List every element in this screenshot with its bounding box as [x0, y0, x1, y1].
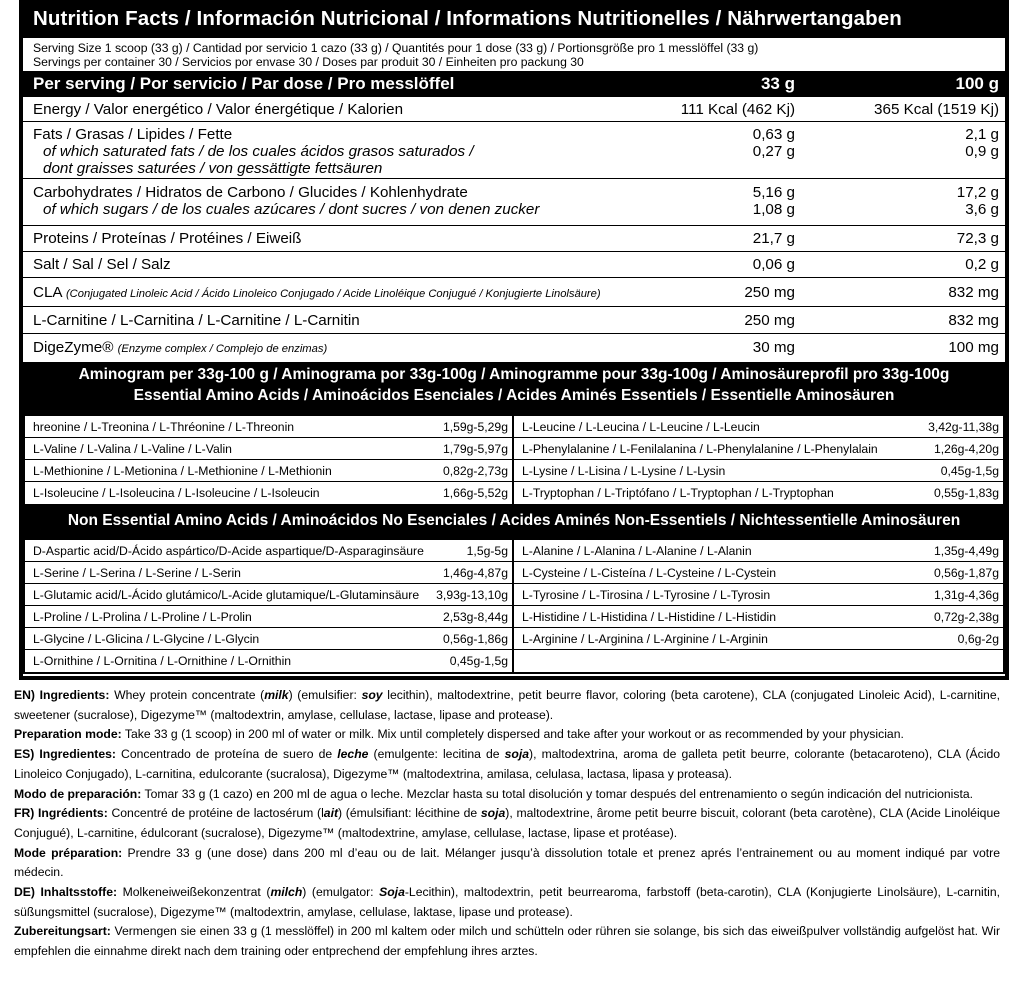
- amino-row: [514, 540, 1003, 562]
- ingredients-de: [14, 883, 1000, 922]
- digezyme-note: (Enzyme complex / Complejo de enzimas): [117, 343, 328, 355]
- amino-row: [514, 482, 1003, 504]
- essential-amino-title: Essential Amino Acids / Aminoácidos Esenciales / Acides Aminés Essentiels / Essentielle Aminosäuren: [133, 387, 895, 404]
- amino-value: 0,56g-1,87g: [933, 565, 999, 580]
- ingredients-es-text-3: ), maltodextrina, aroma de galleta petit beurre, colorante (betacaroteno), CLA (Ácido Linoleico Conjugado), L-carnitina, edulcorante (sucralosa), Digezyme™ (maltodextrina, amilasa, celulasa, lactasa, lipasa y proteasa).: [14, 747, 1000, 781]
- ingredients-de-text: Molkeneiweißekonzentrat (: [117, 885, 271, 900]
- amino-value: 0,82g-2,73g: [442, 463, 508, 478]
- amino-row: [25, 460, 512, 482]
- amino-row: [25, 628, 512, 650]
- amino-value: 3,42g-11,38g: [928, 419, 999, 434]
- fats-value-serving: 0,63 g: [752, 126, 795, 143]
- preparation-es: [14, 785, 1000, 805]
- preparation-fr-text: Prendre 33 g (une dose) dans 200 ml d’eau ou de lait. Mélanger jusqu’à dissolution totale et prenez aprés l’entrainement ou au moment indiqué par votre médecin.: [14, 845, 1000, 880]
- preparation-es-text: Tomar 33 g (1 cazo) en 200 ml de agua o leche. Mezclar hasta su total disolución y tomar después del entrenamiento o según indicación del nutricionista.: [141, 786, 974, 801]
- allergen-milk: milk: [264, 688, 289, 702]
- allergen-milch: milch: [270, 885, 303, 900]
- ingredients-es-heading: ES) Ingredientes:: [14, 747, 116, 762]
- proteins-row: [23, 226, 1005, 252]
- nonessential-amino-title: Non Essential Amino Acids / Aminoácidos No Esenciales / Acides Aminés Non-Essentiels / Nichtessentielle Aminosäuren: [23, 506, 1005, 538]
- ingredients-en-heading: EN) Ingredients:: [14, 688, 110, 702]
- allergen-lait: ait: [323, 806, 339, 821]
- energy-value-100g: 365 Kcal (1519 Kj): [874, 101, 999, 118]
- amino-value: 1,46g-4,87g: [442, 565, 508, 580]
- serving-info: [23, 38, 1005, 71]
- sugars-value-100g: 3,6 g: [965, 201, 999, 218]
- ingredients-section: [14, 686, 1000, 962]
- amino-value: 1,66g-5,52g: [442, 486, 508, 500]
- fats-label: Fats / Grasas / Lipides / Fette: [33, 126, 233, 143]
- amino-name: L-Alanine / L-Alanina / L-Alanine / L-Alanin: [522, 543, 752, 558]
- amino-value: 0,56g-1,86g: [442, 631, 508, 646]
- allergen-soy: soy: [361, 688, 383, 702]
- per-serving-col1: 33 g: [760, 74, 795, 93]
- preparation-fr: [14, 844, 1000, 883]
- per-serving-header: [23, 71, 1005, 97]
- ingredients-fr: [14, 804, 1000, 843]
- preparation-en: [14, 725, 1000, 745]
- amino-name: L-Arginine / L-Arginina / L-Arginine / L-Arginin: [522, 631, 768, 646]
- ingredients-fr-text-2: ) (émulsifiant: lécithine de: [338, 806, 481, 821]
- amino-row: [25, 606, 512, 628]
- amino-value: 1,35g-4,49g: [933, 543, 999, 558]
- ingredients-de-text-3: -Lecithin), maltodextrin, petit beurrearoma, farbstoff (beta-carotin), CLA (Konjugierte Linolsäure), L-carnitin, süßungsmittel (sucralose), Digezyme™ (maltodextrin, amylase, cellulase, laktase, lipase und protease).: [14, 885, 1000, 919]
- essential-amino-table: [23, 414, 1005, 506]
- amino-value: 2,53g-8,44g: [442, 609, 508, 624]
- amino-name: L-Glutamic acid/L-Ácido glutámico/L-Acide glutamique/L-Glutaminsäure: [33, 587, 420, 602]
- carbs-label: Carbohydrates / Hidratos de Carbono / Glucides / Kohlenhydrate: [33, 184, 468, 201]
- allergen-soja-fr: soja: [480, 806, 506, 821]
- preparation-de-heading: Zubereitungsart:: [14, 924, 111, 939]
- amino-row: [25, 482, 512, 504]
- preparation-es-heading: Modo de preparación:: [14, 786, 142, 801]
- amino-row: [514, 460, 1003, 482]
- amino-name: L-Glycine / L-Glicina / L-Glycine / L-Glycin: [33, 631, 260, 646]
- energy-row: [23, 97, 1005, 122]
- amino-value: 1,79g-5,97g: [442, 441, 508, 456]
- per-serving-label: Per serving / Por servicio / Par dose / Pro messlöffel: [33, 74, 455, 93]
- essential-right-column: [514, 416, 1003, 504]
- energy-value-serving: 111 Kcal (462 Kj): [680, 101, 795, 118]
- amino-row: [25, 584, 512, 606]
- amino-name: hreonine / L-Treonina / L-Thréonine / L-Threonin: [33, 419, 295, 434]
- amino-row: [514, 562, 1003, 584]
- aminogram-header: [23, 362, 1005, 414]
- proteins-value-serving: 21,7 g: [752, 230, 795, 247]
- allergen-soja-es: soja: [504, 747, 530, 762]
- preparation-fr-heading: Mode préparation:: [14, 845, 123, 860]
- ingredients-en-text-3: lecithin), maltodextrine, petit beurre flavor, coloring (beta carotene), CLA (conjugated Linoleic Acid), L-carnitine, sweetener (sucralose), Digezyme™ (maltodextrin, amylase, cellulase, lactase, lipase and protease).: [14, 688, 1000, 722]
- amino-name: L-Tryptophan / L-Triptófano / L-Tryptophan / L-Tryptophan: [522, 486, 834, 500]
- digezyme-value-serving: 30 mg: [752, 339, 795, 356]
- ingredients-fr-text-3: ), maltodextrine, ârome petit beurre biscuit, colorant (beta carotène), CLA (Acide Linoléique Conjugué), L-carnitine, édulcorant (sucralose), Digezyme™ (maltodextrine, amylase, cellulase, lactase, lipase et protéase).: [14, 806, 1001, 840]
- amino-value: 0,72g-2,38g: [933, 609, 999, 624]
- salt-row: [23, 252, 1005, 278]
- amino-name: L-Cysteine / L-Cisteína / L-Cysteine / L-Cystein: [522, 565, 777, 580]
- saturated-fats-value-100g: 0,9 g: [965, 143, 999, 160]
- fats-row: [23, 122, 1005, 179]
- ingredients-fr-text: Concentré de protéine de lactosérum (l: [107, 806, 324, 821]
- ingredients-es: [14, 745, 1000, 784]
- amino-row: [514, 438, 1003, 460]
- saturated-fats-label-2: dont graisses saturées / von gessättigte fettsäuren: [43, 160, 383, 177]
- amino-row: [25, 540, 512, 562]
- digezyme-row: [23, 334, 1005, 362]
- ingredients-fr-heading: FR) Ingrédients:: [14, 806, 108, 821]
- salt-value-serving: 0,06 g: [752, 256, 795, 273]
- amino-name: L-Histidine / L-Histidina / L-Histidine / L-Histidin: [522, 609, 776, 624]
- ingredients-en: [14, 686, 1000, 725]
- amino-name: L-Serine / L-Serina / L-Serine / L-Serin: [33, 565, 241, 580]
- amino-value: 0,6g-2g: [957, 631, 999, 646]
- cla-note: (Conjugated Linoleic Acid / Ácido Linoleico Conjugado / Acide Linoléique Conjugué / Konjugierte Linolsäure): [65, 288, 601, 300]
- salt-label: Salt / Sal / Sel / Salz: [33, 256, 171, 273]
- aminogram-title: Aminogram per 33g-100 g / Aminograma por 33g-100g / Aminogramme pour 33g-100g / Aminosäureprofil pro 33g-100g: [78, 366, 950, 383]
- allergen-soja-de: Soja: [379, 885, 405, 900]
- preparation-de: [14, 922, 1000, 961]
- amino-value: 1,26g-4,20g: [933, 441, 999, 456]
- amino-row: [514, 628, 1003, 650]
- amino-name: L-Lysine / L-Lisina / L-Lysine / L-Lysin: [522, 463, 726, 478]
- amino-name: L-Tyrosine / L-Tirosina / L-Tyrosine / L-Tyrosin: [522, 587, 771, 602]
- amino-name: L-Phenylalanine / L-Fenilalanina / L-Phenylalanine / L-Phenylalain: [522, 441, 878, 456]
- carbs-value-100g: 17,2 g: [956, 184, 999, 201]
- ingredients-es-text: Concentrado de proteína de suero de: [115, 747, 338, 762]
- amino-row: [514, 584, 1003, 606]
- nutrition-label: [19, 0, 1009, 680]
- per-serving-col2: 100 g: [955, 74, 999, 93]
- salt-value-100g: 0,2 g: [965, 256, 999, 273]
- allergen-leche: leche: [337, 747, 369, 762]
- amino-row: [514, 606, 1003, 628]
- sugars-label: of which sugars / de los cuales azúcares / dont sucres / von denen zucker: [43, 201, 540, 218]
- ingredients-de-text-2: ) (emulgator:: [302, 885, 380, 900]
- amino-name: L-Proline / L-Prolina / L-Proline / L-Prolin: [33, 609, 252, 624]
- carbs-row: [23, 179, 1005, 226]
- essential-left-column: [25, 416, 514, 504]
- amino-value: 1,59g-5,29g: [442, 419, 508, 434]
- nonessential-right-column: [514, 540, 1003, 672]
- sugars-value-serving: 1,08 g: [752, 201, 795, 218]
- ingredients-de-heading: DE) Inhaltsstoffe:: [14, 885, 118, 900]
- proteins-label: Proteins / Proteínas / Protéines / Eiweiß: [33, 230, 302, 247]
- carnitine-value-100g: 832 mg: [948, 312, 999, 329]
- ingredients-es-text-2: (emulgente: lecitina de: [368, 747, 505, 762]
- cla-label: CLA: [33, 284, 62, 301]
- ingredients-en-text-2: ) (emulsifier:: [288, 688, 362, 702]
- preparation-en-heading: Preparation mode:: [14, 727, 122, 742]
- amino-row: [25, 650, 512, 672]
- preparation-en-text: Take 33 g (1 scoop) in 200 ml of water or milk. Mix until completely dispersed and take after your workout or as recommended by your physician.: [121, 727, 904, 742]
- cla-value-serving: 250 mg: [744, 284, 795, 301]
- carnitine-value-serving: 250 mg: [744, 312, 795, 329]
- serving-size: Serving Size 1 scoop (33 g) / Cantidad por servicio 1 cazo (33 g) / Quantités pour 1 dose (33 g) / Portionsgröße pro 1 messlöffel (33 g): [33, 41, 759, 55]
- digezyme-label: DigeZyme®: [33, 339, 114, 356]
- amino-row: [25, 416, 512, 438]
- amino-value: 0,45g-1,5g: [449, 654, 508, 668]
- saturated-fats-value-serving: 0,27 g: [752, 143, 795, 160]
- amino-value: 1,5g-5g: [466, 543, 508, 558]
- amino-value: 0,55g-1,83g: [933, 486, 999, 500]
- carnitine-label: L-Carnitine / L-Carnitina / L-Carnitine / L-Carnitin: [33, 312, 360, 329]
- carbs-value-serving: 5,16 g: [752, 184, 795, 201]
- nonessential-amino-table: [23, 538, 1005, 674]
- amino-row: [25, 562, 512, 584]
- label-title: Nutrition Facts / Información Nutricional / Informations Nutritionelles / Nährwertangaben: [23, 4, 1005, 38]
- amino-value: 3,93g-13,10g: [436, 587, 508, 602]
- preparation-de-text: Vermengen sie einen 33 g (1 messlöffel) in 200 ml kaltem oder milch und schütteln oder rühren sie solange, bis sich das eiweißpulver vollständig aufgelöst hat. Wir empfehlen die einnahme direkt nach dem training oder entprechend der empfehlung ihres arztes.: [14, 924, 1000, 959]
- amino-row: [514, 416, 1003, 438]
- nonessential-left-column: [25, 540, 514, 672]
- amino-value: 1,31g-4,36g: [933, 587, 999, 602]
- digezyme-value-100g: 100 mg: [948, 339, 999, 356]
- amino-name: L-Leucine / L-Leucina / L-Leucine / L-Leucin: [522, 419, 760, 434]
- servings-per-container: Servings per container 30 / Servicios por envase 30 / Doses par produit 30 / Einheiten pro packung 30: [33, 55, 584, 69]
- energy-label: Energy / Valor energético / Valor énergétique / Kalorien: [33, 101, 404, 118]
- empty-row: [514, 650, 1003, 672]
- fats-value-100g: 2,1 g: [965, 126, 999, 143]
- amino-name: L-Ornithine / L-Ornitina / L-Ornithine / L-Ornithin: [33, 654, 292, 668]
- cla-row: [23, 278, 1005, 307]
- amino-value: 0,45g-1,5g: [940, 463, 999, 478]
- amino-name: L-Isoleucine / L-Isoleucina / L-Isoleucine / L-Isoleucin: [33, 486, 320, 500]
- amino-name: D-Aspartic acid/D-Ácido aspártico/D-Acide aspartique/D-Asparaginsäure: [33, 543, 424, 558]
- ingredients-en-text: Whey protein concentrate (: [109, 688, 265, 702]
- carnitine-row: [23, 307, 1005, 334]
- proteins-value-100g: 72,3 g: [956, 230, 999, 247]
- saturated-fats-label-1: of which saturated fats / de los cuales ácidos grasos saturados /: [43, 143, 474, 160]
- amino-name: L-Methionine / L-Metionina / L-Methionine / L-Methionin: [33, 463, 332, 478]
- amino-name: L-Valine / L-Valina / L-Valine / L-Valin: [33, 441, 232, 456]
- amino-row: [25, 438, 512, 460]
- cla-value-100g: 832 mg: [948, 284, 999, 301]
